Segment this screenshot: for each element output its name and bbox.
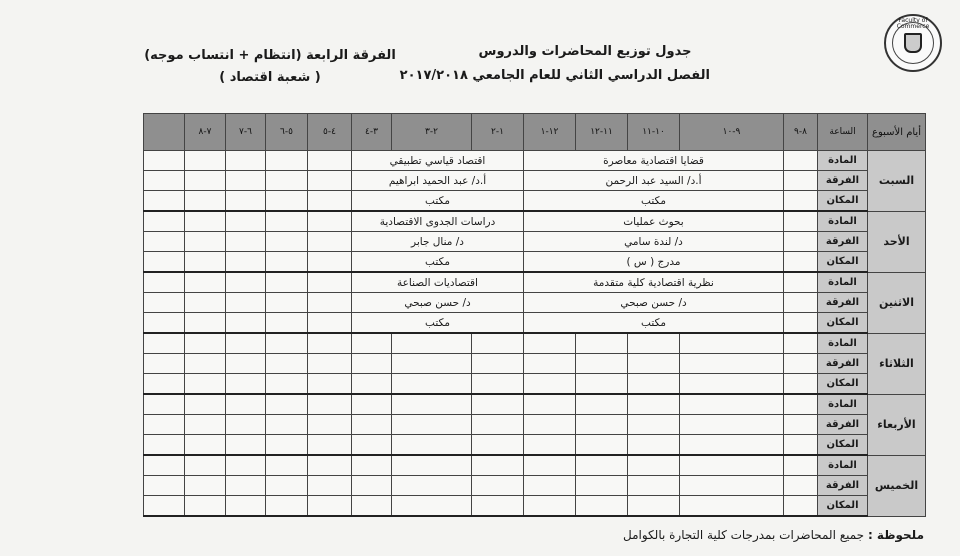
lecturer-name: د/ منال جابر xyxy=(352,232,524,252)
table-row xyxy=(144,354,926,374)
row-label-place: المكان xyxy=(818,191,868,212)
schedule-table xyxy=(143,113,926,517)
schedule-title: جدول توزيع المحاضرات والدروس xyxy=(478,44,692,59)
table-row xyxy=(144,333,926,354)
row-label-place: المكان xyxy=(818,496,868,517)
row-label-subject: المادة xyxy=(818,394,868,415)
table-row xyxy=(144,435,926,456)
day-cell-monday: الاثنين xyxy=(868,272,926,333)
lecturer-name: أ.د/ عبد الحميد ابراهيم xyxy=(352,171,524,191)
trailing-slot xyxy=(144,114,185,151)
logo-text: Faculty of Commerce xyxy=(896,17,930,30)
lecture-place: مكتب xyxy=(524,191,784,212)
header-row xyxy=(144,114,926,151)
row-label-group: الفرقة xyxy=(818,354,868,374)
footnote-label: ملحوظة : xyxy=(867,528,924,542)
time-slot: ٨-٩ xyxy=(784,114,818,151)
row-label-group: الفرقة xyxy=(818,415,868,435)
shield-icon xyxy=(904,33,922,53)
lecture-subject: نظرية اقتصادية كلية متقدمة xyxy=(524,272,784,293)
time-slot: ١١-١٢ xyxy=(576,114,628,151)
lecture-subject: اقتصاد قياسي تطبيقي xyxy=(352,151,524,171)
time-slot: ٥-٦ xyxy=(266,114,308,151)
day-cell-sunday: الأحد xyxy=(868,211,926,272)
semester-title: الفصل الدراسي الثاني للعام الجامعي ٢٠١٧/٢٠١٨ xyxy=(399,68,710,83)
row-label-subject: المادة xyxy=(818,272,868,293)
footnote-text: جميع المحاضرات بمدرجات كلية التجارة بالكوامل xyxy=(622,528,865,542)
days-header: أيام الأسبوع xyxy=(868,114,926,151)
lecture-subject: بحوث عمليات xyxy=(524,211,784,232)
row-label-group: الفرقة xyxy=(818,171,868,191)
lecture-subject: اقتصاديات الصناعة xyxy=(352,272,524,293)
table-row xyxy=(144,211,926,232)
table-row xyxy=(144,151,926,171)
lecture-place: مكتب xyxy=(352,191,524,212)
row-label-place: المكان xyxy=(818,252,868,273)
time-slot: ١-٢ xyxy=(472,114,524,151)
lecturer-name: د/ حسن صبحي xyxy=(352,293,524,313)
day-cell-wednesday: الأربعاء xyxy=(868,394,926,455)
table-row xyxy=(144,313,926,334)
division-title: ( شعبة اقتصاد ) xyxy=(219,70,321,85)
row-label-subject: المادة xyxy=(818,151,868,171)
hour-header: الساعة xyxy=(818,114,868,151)
time-slot: ٦-٧ xyxy=(226,114,266,151)
day-cell-saturday: السبت xyxy=(868,151,926,212)
lecture-place: مكتب xyxy=(524,313,784,334)
day-cell-tuesday: الثلاثاء xyxy=(868,333,926,394)
row-label-place: المكان xyxy=(818,374,868,395)
lecture-subject: قضايا اقتصادية معاصرة xyxy=(524,151,784,171)
table-row xyxy=(144,476,926,496)
time-slot: ٢-٣ xyxy=(392,114,472,151)
lecture-place: مكتب xyxy=(352,313,524,334)
table-row xyxy=(144,293,926,313)
lecturer-name: د/ حسن صبحي xyxy=(524,293,784,313)
row-label-subject: المادة xyxy=(818,211,868,232)
table-row xyxy=(144,374,926,395)
row-label-group: الفرقة xyxy=(818,293,868,313)
table-row xyxy=(144,394,926,415)
time-slot: ٩-١٠ xyxy=(680,114,784,151)
row-label-subject: المادة xyxy=(818,455,868,476)
lecturer-name: أ.د/ السيد عبد الرحمن xyxy=(524,171,784,191)
table-row xyxy=(144,171,926,191)
footnote xyxy=(620,528,924,542)
lecture-place: مدرج ( س ) xyxy=(524,252,784,273)
table-row xyxy=(144,252,926,273)
table-row xyxy=(144,496,926,517)
time-slot: ٣-٤ xyxy=(352,114,392,151)
table-row xyxy=(144,191,926,212)
row-label-group: الفرقة xyxy=(818,476,868,496)
lecture-place: مكتب xyxy=(352,252,524,273)
row-label-place: المكان xyxy=(818,313,868,334)
table-row xyxy=(144,455,926,476)
row-label-group: الفرقة xyxy=(818,232,868,252)
lecture-subject: دراسات الجدوى الاقتصادية xyxy=(352,211,524,232)
row-label-place: المكان xyxy=(818,435,868,456)
time-slot: ٤-٥ xyxy=(308,114,352,151)
table-row xyxy=(144,232,926,252)
time-slot: ١٠-١١ xyxy=(628,114,680,151)
group-title: الفرقة الرابعة (انتظام + انتساب موجه) xyxy=(144,48,396,63)
faculty-logo xyxy=(884,14,942,72)
lecturer-name: د/ لندة سامي xyxy=(524,232,784,252)
time-slot: ١٢-١ xyxy=(524,114,576,151)
table-row xyxy=(144,272,926,293)
time-slot: ٧-٨ xyxy=(185,114,226,151)
row-label-subject: المادة xyxy=(818,333,868,354)
day-cell-thursday: الخميس xyxy=(868,455,926,516)
table-row xyxy=(144,415,926,435)
